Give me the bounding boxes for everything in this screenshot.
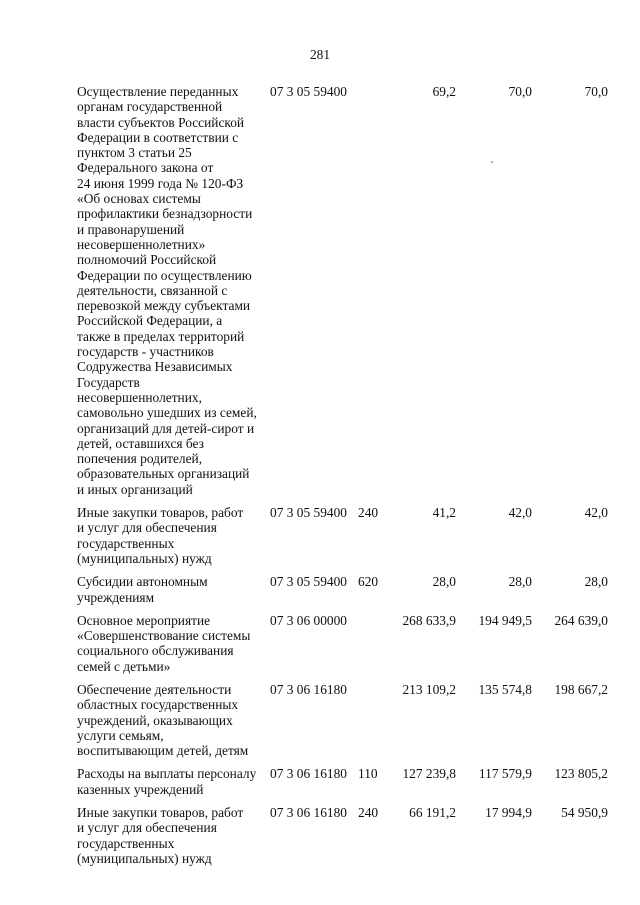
row-value-year3: 198 667,2 [554, 681, 608, 697]
row-code: 07 3 06 16180 [270, 766, 347, 782]
row-code: 07 3 05 59400 [270, 505, 347, 521]
table-row [0, 613, 640, 674]
row-expense-type: 240 [358, 505, 379, 521]
row-value-year3: 28,0 [584, 574, 608, 590]
page-number: 281 [309, 47, 331, 62]
budget-table [0, 84, 640, 874]
row-value-year3: 264 639,0 [554, 612, 608, 628]
row-value-year1: 69,2 [432, 84, 456, 99]
row-code: 07 3 06 00000 [270, 612, 347, 628]
row-expense-type: 240 [358, 805, 379, 821]
row-value-year3: 42,0 [584, 505, 608, 521]
row-value-year2: 117 579,9 [478, 766, 532, 782]
row-code: 07 3 06 16180 [270, 681, 347, 697]
row-value-year3: 54 950,9 [561, 805, 608, 821]
row-name: Субсидии автономным учреждениям [77, 574, 208, 605]
table-row [0, 682, 640, 758]
row-name: Основное мероприятие «Совершенствование системы социального обслуживания семей с детьми» [77, 612, 251, 674]
row-name: Расходы на выплаты персоналу казенных учреждений [77, 766, 257, 797]
table-row [0, 805, 640, 866]
row-expense-type: 620 [358, 574, 379, 590]
row-name: Обеспечение деятельности областных государственных учреждений, оказывающих услуги семьям, воспитывающим детей, детям [77, 681, 249, 759]
row-value-year1: 127 239,8 [402, 766, 456, 782]
table-row [0, 84, 640, 497]
row-code: 07 3 06 16180 [270, 805, 347, 821]
table-row [0, 574, 640, 605]
row-value-year1: 41,2 [432, 505, 456, 521]
row-code: 07 3 05 59400 [270, 84, 347, 99]
row-value-year2: 17 994,9 [485, 805, 532, 821]
table-row [0, 505, 640, 566]
row-value-year2: 70,0 [508, 84, 532, 99]
row-value-year2: 194 949,5 [478, 612, 532, 628]
row-name: Иные закупки товаров, работ и услуг для обеспечения государственных (муниципальных) нужд [77, 805, 244, 866]
row-value-year3: 70,0 [584, 84, 608, 99]
row-code: 07 3 05 59400 [270, 574, 347, 590]
row-value-year2: 42,0 [508, 505, 532, 521]
row-name: Иные закупки товаров, работ и услуг для обеспечения государственных (муниципальных) нужд [77, 505, 244, 566]
table-row [0, 766, 640, 797]
row-value-year3: 123 805,2 [554, 766, 608, 782]
row-expense-type: 110 [358, 766, 378, 782]
row-value-year1: 268 633,9 [402, 612, 456, 628]
row-value-year2: 135 574,8 [478, 681, 532, 697]
row-name: Осуществление переданных органам государственной власти субъектов Российской Федерации в соответствии с пунктом 3 статьи 25 Федерального закона от 24 июня 1999 года № 120-ФЗ «Об основах системы профилактики безнадзорности и правонарушений несовершеннолетних» полномочий Российской Федерации по осуществлению деятельности, связанной с перевозкой между субъектами Российской Федерации, а также в пределах территорий государств - участников Содружества Независимых Государств несовершеннолетних, самовольно ушедших из семей, организаций для детей-сирот и детей, оставшихся без попечения родителей, образовательных организаций и иных организаций [77, 84, 257, 497]
row-value-year1: 28,0 [432, 574, 456, 590]
row-value-year1: 66 191,2 [409, 805, 456, 821]
row-value-year2: 28,0 [508, 574, 532, 590]
row-value-year1: 213 109,2 [402, 681, 456, 697]
